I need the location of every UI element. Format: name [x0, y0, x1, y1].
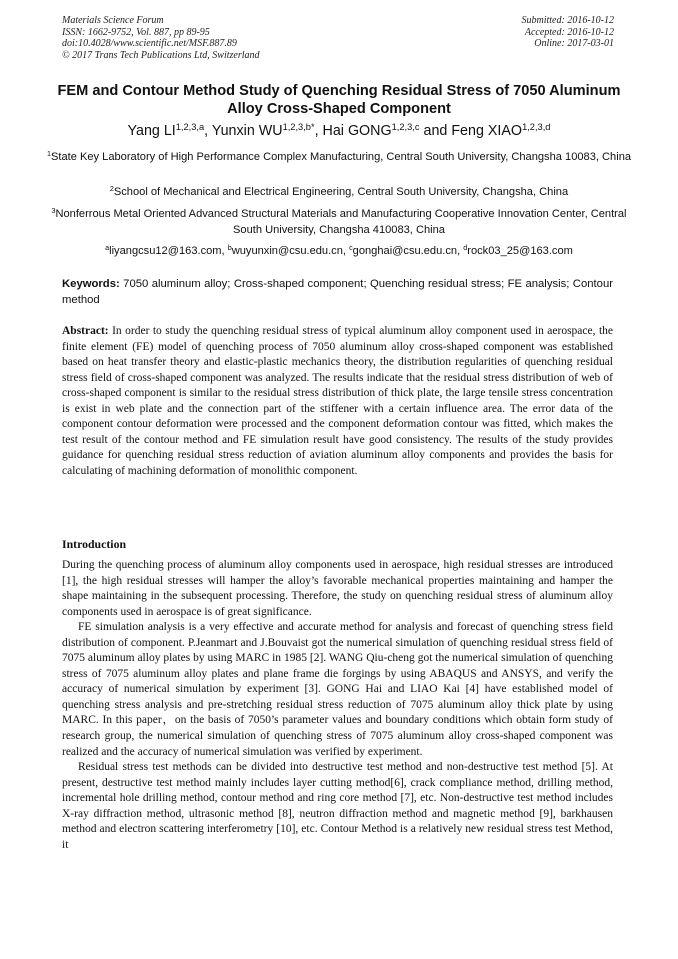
author-affiliation-mark: 1,2,3,b* — [282, 121, 315, 132]
affiliation-text: Nonferrous Metal Oriented Advanced Structural Materials and Manufacturing Cooperative Innovation Center, Central South University, Changsha 410083, China — [55, 208, 627, 236]
submitted-date: Submitted: 2016-10-12 — [521, 15, 614, 26]
author-name: Yang LI — [127, 123, 176, 139]
email-mark: a — [105, 243, 110, 253]
email-mark: c — [349, 243, 353, 253]
introduction-body — [62, 558, 613, 853]
author-name: Hai GONG — [322, 123, 392, 139]
affiliation-text: School of Mechanical and Electrical Engineering, Central South University, Changsha, China — [113, 186, 569, 198]
abstract — [62, 324, 613, 479]
email-address: liyangcsu12@163.com — [109, 245, 222, 257]
body-paragraph: During the quenching process of aluminum alloy components used in aerospace, high residual stresses are introduced [1], the high residual stresses will hamper the alloy’s favorable mechanical properties maintaining and hamper the shape maintaining in the subsequent processing. Therefore, the study on quenching residual stress of aluminum alloy components used in aerospace is of great significance. — [62, 559, 613, 618]
affiliation — [40, 206, 638, 238]
publication-dates — [522, 15, 615, 50]
journal-info — [62, 15, 260, 61]
issn-line: ISSN: 1662-9752, Vol. 887, pp 89-95 — [62, 26, 210, 38]
paper-title: FEM and Contour Method Study of Quenching Residual Stress of 7050 Aluminum Alloy Cross-Shaped Component — [57, 83, 621, 117]
keywords-text: 7050 aluminum alloy; Cross-shaped component; Quenching residual stress; FE analysis; Contour method — [62, 278, 613, 306]
body-paragraph: FE simulation analysis is a very effective and accurate method for analysis and forecast of quenching stress field distribution of component. P.Jeanmart and J.Bouvaist got the numerical simulation of quenching residual stress field of 7075 aluminum alloy plates by using MARC in 1985 [2]. WANG Qiu-cheng got the numerical simulation of quenching stress of 7075 aluminum alloy plates and plane frame die forgings by using ABAQUS and ANSYS, and verify the accuracy of numerical simulation by experiment [3]. GONG Hai and LIAO Kai [4] have established model of quenching stress analysis and pre-stretching residual stress reduction of 7075 aluminum alloy thick plate by using MARC. In this paper，on the basis of 7050’s parameter values and boundary conditions which obtain form study of research group, the numerical simulation of quenching stress of 7075 aluminum alloy cross-shaped component was realized and the accuracy of numerical simulation was verified by experiment. — [62, 621, 613, 758]
affiliation — [40, 184, 638, 200]
keywords — [62, 276, 613, 308]
affiliation — [40, 149, 638, 165]
copyright-line: © 2017 Trans Tech Publications Ltd, Switzerland — [62, 49, 260, 61]
affiliation-number: 2 — [109, 184, 114, 194]
author-affiliation-mark: 1,2,3,a — [175, 121, 205, 132]
affiliation-text: State Key Laboratory of High Performance Complex Manufacturing, Central South University, Changsha 10083, China — [50, 151, 632, 163]
author-emails: $^a$liyangcsu12@163.com, $^b$wuyunxin@csu.edu.cn, $^c$gonghai@csu.edu.cn, $^d$rock03_25@163.com — [105, 243, 573, 257]
email-address: gonghai@csu.edu.cn — [352, 245, 458, 257]
author-list — [20, 122, 658, 140]
body-paragraph: Residual stress test methods can be divided into destructive test method and non-destructive test method [5]. At present, destructive test method mainly includes layer cutting method[6], crack compliance method, drilling method, incremental hole drilling method, contour method and ring core method [7], etc. Non-destructive test method includes X-ray diffraction method, ultrasonic method [8], neutron diffraction method and magnetic method [9], barkhausen method and electron scattering interferometry [10], etc. Contour Method is a relatively new residual stress test Method, it — [62, 761, 613, 851]
author-conjunction: and — [419, 123, 452, 139]
journal-name: Materials Science Forum — [62, 15, 164, 26]
accepted-date: Accepted: 2016-10-12 — [524, 26, 614, 38]
doi-line: doi:10.4028/www.scientific.net/MSF.887.89 — [62, 38, 237, 50]
email-mark: b — [227, 243, 232, 253]
affiliation-number: 3 — [51, 206, 56, 216]
author-name: Feng XIAO — [451, 123, 523, 139]
email-mark: d — [463, 243, 468, 253]
author-separator: , — [204, 123, 212, 139]
email-address: wuyunxin@csu.edu.cn — [231, 245, 343, 257]
keywords-label: Keywords: — [62, 278, 120, 290]
online-date: Online: 2017-03-01 — [534, 38, 614, 50]
author-affiliation-mark: 1,2,3,d — [522, 121, 551, 132]
section-heading-introduction: Introduction — [62, 537, 127, 551]
abstract-text: In order to study the quenching residual stress of typical aluminum alloy component used in aerospace, the finite element (FE) model of quenching process of 7050 aluminum alloy cross-shaped component was established based on heat transfer theory and elastic-plastic mechanics theory, the distribution regularities of quenching residual stress field of cross-shaped component was analyzed. The results indicate that the residual stress distribution of web of cross-shaped component is similar to the residual stress distribution of thick plate, the large tensile stress concentration is exist in web plate and the connection part of the stiffener with a certain influence area. The error data of the component contour deformation were processed and the component deformation contour was fitted, which makes the test result of the contour method and FE simulation result have good consistency. The results of the study provides guidance for quenching residual stress reduction of aviation aluminum alloy components and provides the basis for calculating of machining deformation of monolithic component. — [62, 325, 614, 477]
author-affiliation-mark: 1,2,3,c — [391, 121, 420, 132]
abstract-label: Abstract: — [62, 325, 109, 337]
author-separator: , — [314, 123, 323, 139]
affiliation-number: 1 — [46, 149, 51, 159]
author-name: Yunxin WU — [211, 123, 283, 139]
email-address: rock03_25@163.com — [467, 245, 573, 257]
